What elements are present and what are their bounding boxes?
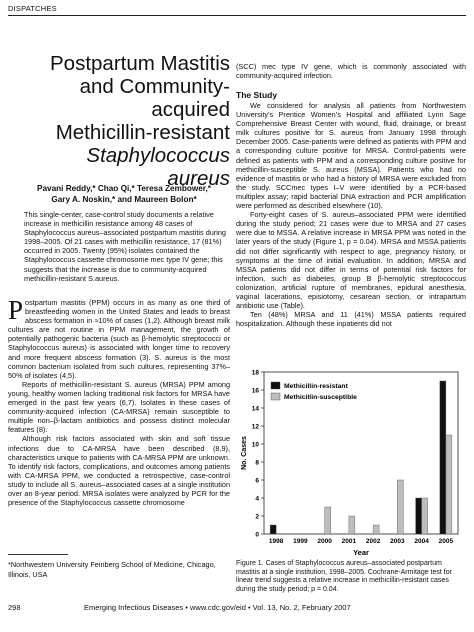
- title-line: Methicillin-resistant: [55, 121, 230, 144]
- abstract: This single-center, case-control study documents a relative increase in methicillin resistance among 48 cases of Staphylococcus aureus–associated postpartum mastitis during 1998–2005. Of 21 cases with methicillin resistance, 17 (81%) occurred in 2005. Twenty (95%) isolates contained the Staphylococcus cassette chromosome mec type IV gene; this suggests that the increase is due to community-acquired methicillin-resistant S.aureus.: [24, 210, 226, 283]
- right-intro-text: (SCC) mec type IV gene, which is commonly associated with community-acquired infection.: [236, 62, 466, 81]
- top-rule: [8, 15, 466, 16]
- bar-mssa: [446, 435, 452, 534]
- y-tick-label: 8: [255, 459, 259, 467]
- x-tick-label: 1999: [293, 538, 308, 545]
- bar-mssa: [422, 498, 428, 534]
- bar-chart: [236, 366, 466, 559]
- bar-mrsa: [416, 498, 422, 534]
- figure-caption: Figure 1. Cases of Staphylococcus aureus–associated postpartum mastitis at a single institution, 1998–2005. Cochrane-Armitage test for linear trend suggests a relative increase in methicillin-resistant cases during the study period; p = 0.04.: [236, 560, 452, 594]
- y-tick-label: 10: [251, 441, 259, 449]
- title-line: acquired: [151, 98, 230, 121]
- authors-line: Pavani Reddy,* Chao Qi,* Teresa Zembower,*: [37, 184, 211, 193]
- section-label: DISPATCHES: [8, 4, 57, 13]
- x-tick-label: 2005: [438, 538, 454, 545]
- left-body-text: [8, 295, 230, 508]
- y-tick-label: 18: [251, 369, 259, 377]
- paragraph: Reports of methicillin-resistant S. aureus (MRSA) PPM among young, healthy women lacking traditional risk factors for MRSA have emerged in the past few years (6,7). Isolates in these cases of community-acquired infection (CA-MRSA) remain susceptible to multiple non–β-lactam antibiotics and possess distinct molecular features (8).: [8, 379, 230, 435]
- article-title: [8, 52, 230, 190]
- x-tick-label: 2002: [365, 538, 381, 545]
- x-axis-label: Year: [353, 548, 369, 557]
- paragraph: Forty-eight cases of S. aureus–associated PPM were identified during the study period; 21 cases were due to MRSA and 27 cases were due to MSSA. A relative increase in MRSA PPM was noted in the later years of the study (Figure 1, p = 0.04). MRSA and MSSA patients did not differ significantly with respect to age, pregnancy history, or symptoms at the time of initial evaluation. In addition, MRSA and MSSA patients did not differ in terms of potential risk factors for infection, such as diabetes, group B β-hemolytic streptococcus colonization, artificial rupture of membranes, epidural anesthesia, vaginal lacerations, episiotomy, cesarean section, or intrapartum antibiotic use (Table).: [236, 210, 466, 311]
- title-line: aureus: [167, 167, 230, 190]
- y-tick-label: 2: [255, 513, 259, 521]
- paragraph: [8, 295, 230, 380]
- y-tick-label: 0: [255, 531, 259, 539]
- authors-line: Gary A. Noskin,* and Maureen Bolon*: [51, 195, 197, 204]
- authors: [24, 183, 224, 205]
- title-line: and Community-: [79, 75, 230, 98]
- title-line: Postpartum Mastitis: [50, 52, 230, 75]
- bar-mrsa: [270, 525, 276, 534]
- legend-swatch: [271, 382, 280, 389]
- paragraph-text: ostpartum mastitis (PPM) occurs in as many as one third of breastfeeding women in the United States and leads to breast abscess formation in ≈10% of cases (1,2). Although breast milk cultures are not routine in PPM management, the growth of potentially pathogenic bacteria (such as β-hemolytic streptococci or Staphylococcus aureus) is associated with longer time to recovery and more frequent abscess formation (3). S. aureus is the most common bacterium isolated from such cultures, representing 37%–50% of isolates (4,5).: [8, 298, 230, 380]
- y-tick-label: 6: [255, 477, 259, 485]
- bar-mssa: [373, 525, 379, 534]
- legend-label: Methicillin-resistant: [284, 383, 348, 390]
- journal-info: Emerging Infectious Diseases • www.cdc.gov/eid • Vol. 13, No. 2, February 2007: [84, 603, 351, 612]
- title-line: Staphylococcus: [86, 144, 230, 167]
- page-number: 298: [8, 603, 21, 612]
- x-tick-label: 2001: [341, 538, 357, 545]
- y-tick-label: 4: [255, 495, 259, 503]
- x-tick-label: 2003: [390, 538, 405, 545]
- drop-cap: P: [8, 295, 24, 325]
- paragraph: Although risk factors associated with skin and soft tissue infections due to CA-MRSA have been described (8,9), characteristics unique to patients with CA-MRSA PPM are unknown. To identify risk factors, complications, and outcomes among patients with CA-MRSA PPM, we conducted a retrospective, case-control study to include all S. aureus–associated cases at a single institution over an 8-year period. MRSA isolates were analyzed by PCR for the presence of the Staphylococcus cassette chromosome: [8, 434, 230, 508]
- bar-mrsa: [440, 381, 446, 534]
- affiliation-footnote: *Northwestern University Feinberg School of Medicine, Chicago, Illinois, USA: [8, 560, 216, 579]
- legend-label: Methicillin-susceptible: [284, 394, 357, 401]
- y-tick-label: 16: [251, 387, 259, 395]
- y-axis-label: No. Cases: [241, 436, 248, 470]
- paragraph: Ten (48%) MRSA and 11 (41%) MSSA patients required hospitalization. Although these inpatients did not: [236, 310, 466, 329]
- paragraph: We considered for analysis all patients from Northwestern University’s Prentice Women’s Hospital and affiliated Lynn Sage Comprehensive Breast Center with wound, fluid, drainage, or breast milk cultures positive for S. aureus from January 1998 through December 2005. Case-patients were defined as patients with PPM and a corresponding culture positive for MRSA. Control-patients were defined as patients with PPM and a corresponding culture positive for methicillin-susceptible S. aureus (MSSA). Patients who had no evidence of mastitis or who had a history of MRSA were excluded from the study. SCCmec types I–V were identified by a PCR-based multiplex assay; rapid bacterial DNA extraction and PCR amplification were performed as described elsewhere (10).: [236, 101, 466, 211]
- figure-chart: [236, 366, 466, 559]
- study-body-text: [236, 101, 466, 328]
- footnote-rule: [8, 554, 68, 555]
- x-tick-label: 1998: [268, 538, 284, 545]
- y-tick-label: 12: [251, 423, 259, 431]
- bar-mssa: [397, 480, 403, 534]
- bar-mssa: [325, 507, 331, 534]
- section-heading: The Study: [236, 90, 278, 100]
- x-tick-label: 2004: [414, 538, 429, 545]
- x-tick-label: 2000: [317, 538, 332, 545]
- y-tick-label: 14: [251, 405, 259, 413]
- legend-swatch: [271, 393, 280, 400]
- bar-mssa: [349, 516, 355, 534]
